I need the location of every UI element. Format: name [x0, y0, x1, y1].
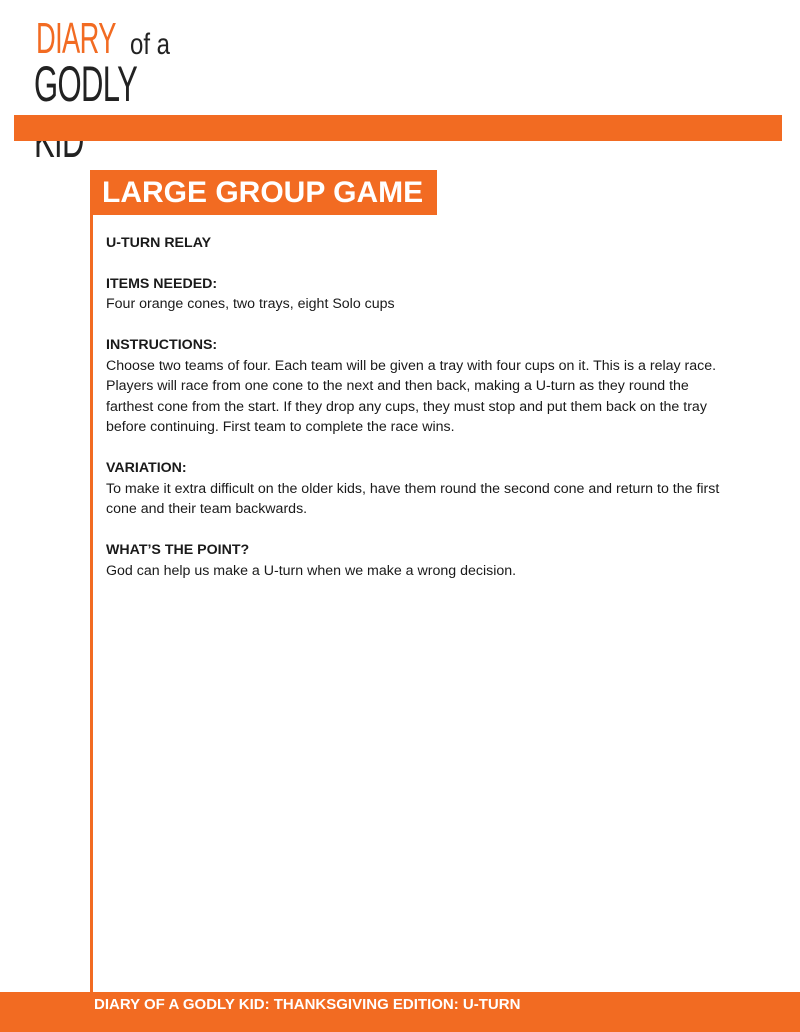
section-items-needed — [106, 274, 726, 315]
section-heading: VARIATION: — [106, 460, 187, 476]
section-instructions — [106, 335, 726, 438]
section-body: To make it extra difficult on the older kids, have them round the second cone and return to the first cone and their team backwards. — [106, 480, 720, 517]
section-variation — [106, 458, 726, 520]
section-header: LARGE GROUP GAME — [90, 170, 437, 215]
left-accent-rule — [90, 170, 93, 992]
section-body: God can help us make a U-turn when we make a wrong decision. — [106, 562, 517, 579]
section-heading: WHAT’S THE POINT? — [106, 542, 250, 558]
logo-word-diary: DIARY — [36, 14, 116, 63]
logo-word-of-a: of a — [130, 28, 171, 61]
top-accent-bar — [14, 115, 782, 141]
section-whats-the-point — [106, 540, 726, 581]
footer-text: DIARY OF A GODLY KID: THANKSGIVING EDITION: U-TURN — [94, 996, 521, 1013]
section-heading: ITEMS NEEDED: — [106, 275, 218, 292]
section-body: Four orange cones, two trays, eight Solo cups — [106, 296, 395, 312]
section-heading: INSTRUCTIONS: — [106, 337, 218, 353]
game-content — [106, 233, 726, 602]
game-title: U-TURN RELAY — [106, 235, 212, 251]
logo-word-godly-kid: GODLY — [34, 56, 137, 112]
section-body: Choose two teams of four. Each team will be given a tray with four cups on it. This is a relay race. Players will race from one cone to the next and then back, making a U-turn as they round the farthest cone from the start. If they drop any cups, they must stop and put them back on the tray before continuing. First team to complete the race wins. — [106, 357, 717, 435]
footer-bar — [0, 992, 800, 1032]
brand-logo — [34, 14, 194, 112]
